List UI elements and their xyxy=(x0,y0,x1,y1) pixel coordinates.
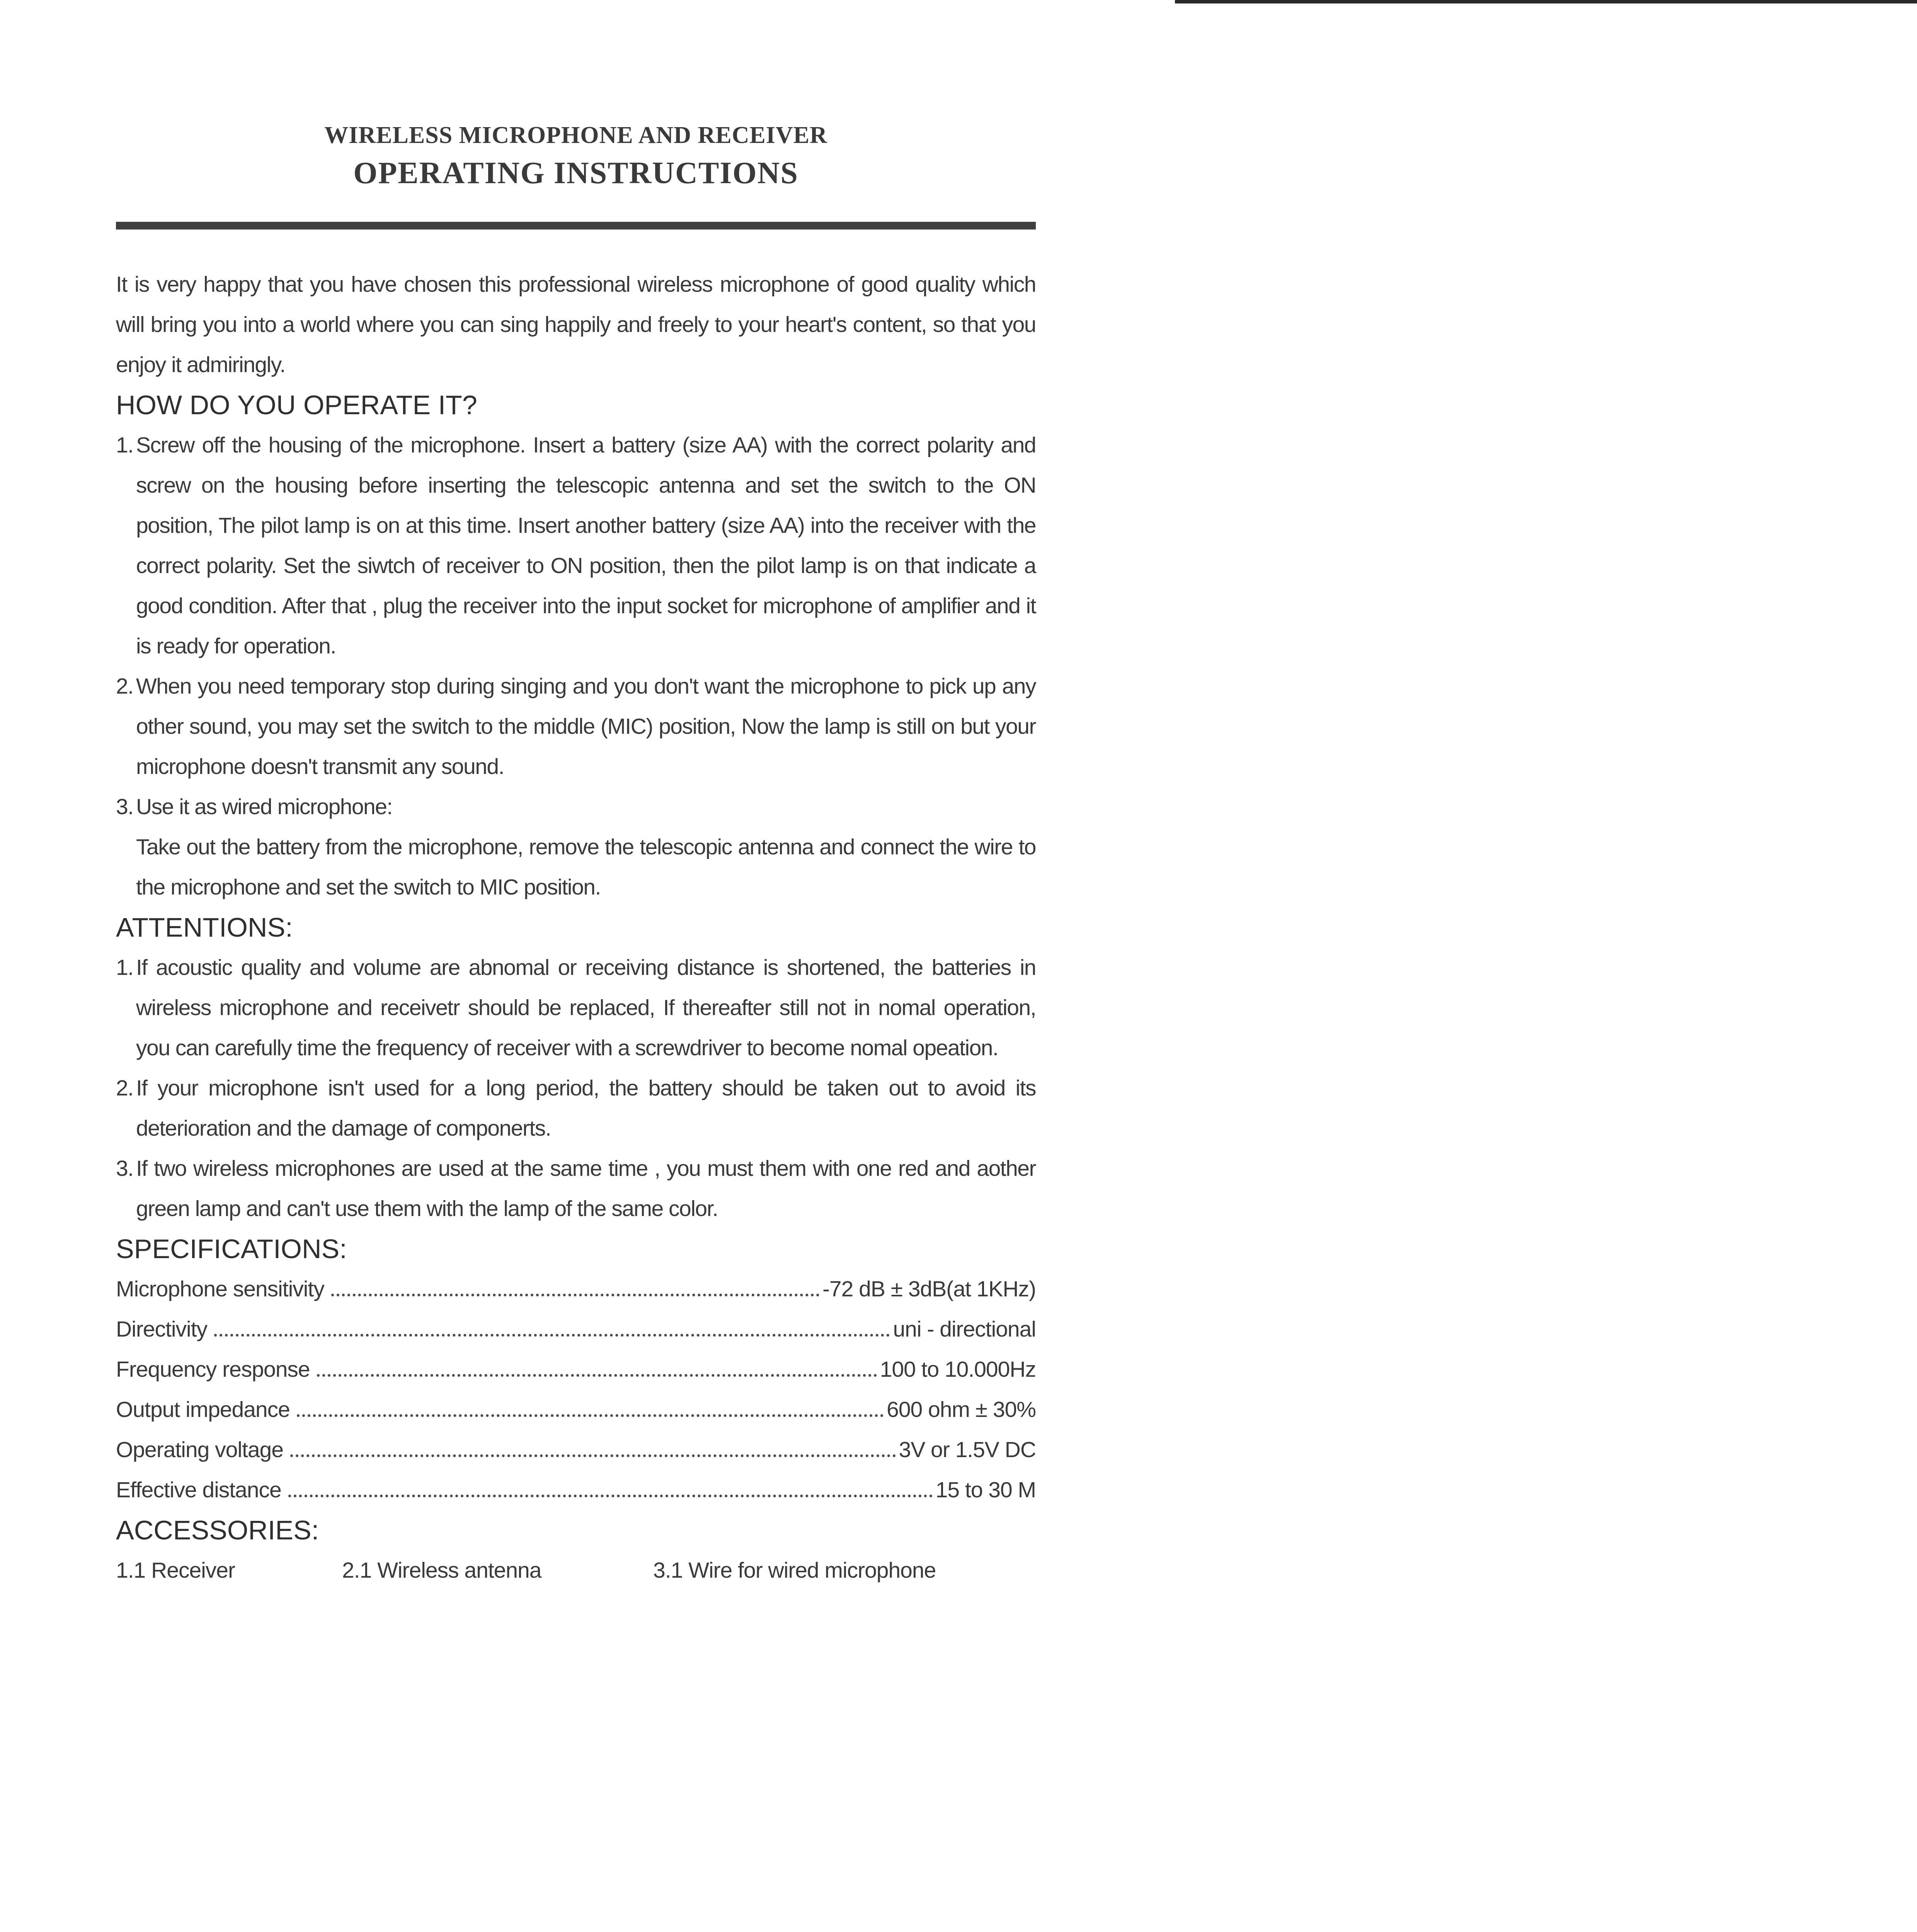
spec-label: Frequency response xyxy=(116,1357,310,1382)
specifications-heading: SPECIFICATIONS: xyxy=(116,1234,347,1264)
item-text: If acoustic quality and volume are abnomal or receiving distance is shortened, the batteries in wireless microphone and receivetr should be replaced, If thereafter still not in nomal operation, you can carefully time the frequency of receiver with a screwdriver to become nomal opeation. xyxy=(136,955,1036,1060)
spec-row xyxy=(116,1470,1036,1510)
spec-row xyxy=(116,1269,1036,1309)
accessories-list xyxy=(116,1550,1036,1590)
spec-value: 15 to 30 M xyxy=(935,1478,1036,1502)
item-number: 3. xyxy=(116,1156,133,1181)
scan-edge-line xyxy=(1175,0,1917,3)
document-subtitle: WIRELESS MICROPHONE AND RECEIVER xyxy=(324,122,827,148)
dot-leader xyxy=(331,1294,819,1296)
dot-leader xyxy=(317,1374,877,1377)
accessories-heading: ACCESSORIES: xyxy=(116,1515,319,1545)
item-number: 2. xyxy=(116,674,133,699)
attention-item xyxy=(116,1148,1036,1229)
attentions-heading: ATTENTIONS: xyxy=(116,912,293,942)
spec-row xyxy=(116,1430,1036,1470)
dot-leader xyxy=(290,1454,896,1457)
wired-microphone-text: Take out the battery from the microphone, remove the telescopic antenna and connect the wire to the microphone and set the switch to MIC position. xyxy=(136,835,1036,900)
spec-value: 600 ohm ± 30% xyxy=(887,1397,1036,1422)
item-text: Screw off the housing of the microphone. Insert a battery (size AA) with the correct polarity and screw on the housing before inserting the telescopic antenna and set the switch to the ON position, The pilot lamp is on at this time. Insert another battery (size AA) into the receiver with the correct polarity. Set the siwtch of receiver to ON position, then the pilot lamp is on that indicate a good condition. After that , plug the receiver into the input socket for microphone of amplifier and it is ready for operation. xyxy=(136,433,1036,658)
operate-list xyxy=(116,425,1036,907)
spec-label: Output impedance xyxy=(116,1397,290,1422)
dot-leader xyxy=(288,1495,933,1497)
operate-heading: HOW DO YOU OPERATE IT? xyxy=(116,390,477,420)
item-text: If two wireless microphones are used at the same time , you must them with one red and aother green lamp and can't use them with the lamp of the same color. xyxy=(136,1156,1036,1221)
spec-value: 100 to 10.000Hz xyxy=(880,1357,1036,1382)
spec-label: Microphone sensitivity xyxy=(116,1277,324,1301)
spec-row xyxy=(116,1389,1036,1430)
item-number: 3. xyxy=(116,794,133,819)
item-text: Use it as wired microphone: xyxy=(136,794,392,819)
specifications-table xyxy=(116,1269,1036,1510)
spec-label: Effective distance xyxy=(116,1478,281,1502)
accessory-item: 2.1 Wireless antenna xyxy=(342,1558,541,1583)
spec-value: uni - directional xyxy=(893,1317,1036,1342)
accessory-item: 3.1 Wire for wired microphone xyxy=(653,1558,936,1583)
item-number: 2. xyxy=(116,1076,133,1100)
spec-value: -72 dB ± 3dB(at 1KHz) xyxy=(822,1277,1036,1301)
spec-row xyxy=(116,1349,1036,1389)
spec-label: Operating voltage xyxy=(116,1437,283,1462)
item-text: When you need temporary stop during singing and you don't want the microphone to pick up any other sound, you may set the switch to the middle (MIC) position, Now the lamp is still on but your microphone doesn't transmit any sound. xyxy=(136,674,1036,779)
operate-item xyxy=(116,666,1036,787)
item-text: If your microphone isn't used for a long period, the battery should be taken out to avoid its deterioration and the damage of componerts. xyxy=(136,1076,1036,1141)
document-title: OPERATING INSTRUCTIONS xyxy=(353,156,798,190)
spec-row xyxy=(116,1309,1036,1349)
item-number: 1. xyxy=(116,433,133,457)
dot-leader xyxy=(297,1414,884,1417)
attentions-list xyxy=(116,947,1036,1229)
intro-paragraph: It is very happy that you have chosen this professional wireless microphone of good quality which will bring you into a world where you can sing happily and freely to your heart's content, so that you enjoy it admiringly. xyxy=(116,272,1036,377)
operate-item xyxy=(116,425,1036,666)
spec-label: Directivity xyxy=(116,1317,208,1342)
attention-item xyxy=(116,1068,1036,1148)
accessory-item: 1.1 Receiver xyxy=(116,1558,235,1583)
attention-item xyxy=(116,947,1036,1068)
instruction-sheet xyxy=(116,120,1036,1590)
operate-item xyxy=(116,787,1036,907)
spec-value: 3V or 1.5V DC xyxy=(899,1437,1036,1462)
item-number: 1. xyxy=(116,955,133,980)
dot-leader xyxy=(214,1334,890,1337)
title-divider xyxy=(116,222,1036,230)
